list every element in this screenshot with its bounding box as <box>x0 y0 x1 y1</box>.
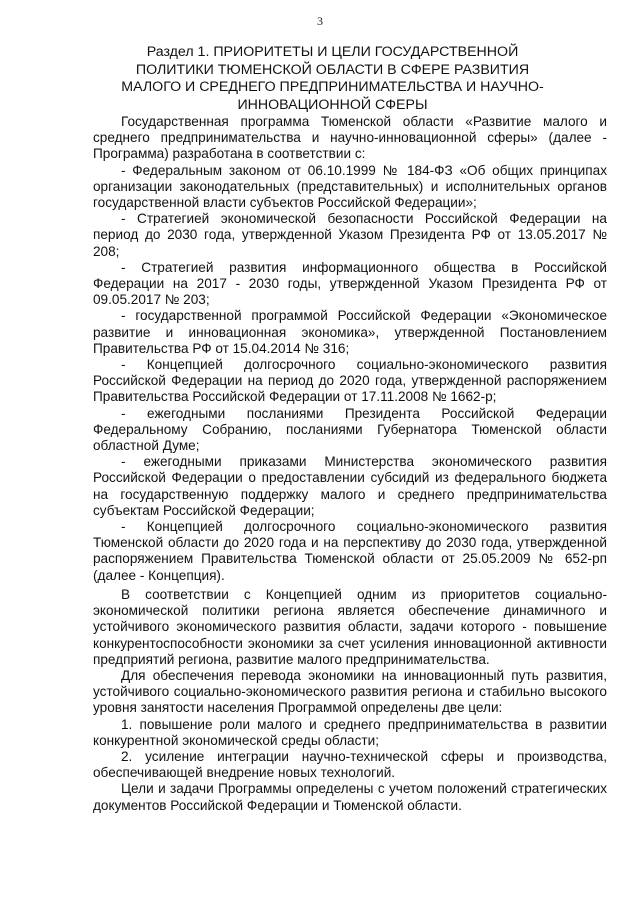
goal-item-2: 2. усиление интеграции научно-технической сферы и производства, обеспечивающей внедрение новых технологий. <box>93 748 607 781</box>
source-item-information-society-strategy: - Стратегией развития информационного общества в Российской Федерации на 2017 - 2030 годы, утвержденной Указом Президента РФ от 09.05.2017 № 203; <box>93 259 607 308</box>
section-title: ПРИОРИТЕТЫ И ЦЕЛИ ГОСУДАРСТВЕННОЙ ПОЛИТИКИ ТЮМЕНСКОЙ ОБЛАСТИ В СФЕРЕ РАЗВИТИЯ МАЛОГО И СРЕДНЕГО ПРЕДПРИНИМАТЕЛЬСТВА И НАУЧНО-ИННОВАЦИОННОЙ СФЕРЫ <box>121 44 544 113</box>
priority-paragraph: В соответствии с Концепцией одним из приоритетов социально-экономической политики региона является обеспечение динамичного и устойчивого экономического развития области, задачи которого - повышение конкурентоспособности экономики за счет усиления инновационной активности предприятий региона, развитие малого предпринимательства. <box>93 586 607 667</box>
source-item-security-strategy: - Стратегией экономической безопасности Российской Федерации на период до 2030 года, утвержденной Указом Президента РФ от 13.05.2017 № 208; <box>93 211 607 259</box>
page-number: 3 <box>317 14 323 28</box>
source-item-ministry-orders: - ежегодными приказами Министерства экономического развития Российской Федерации о предоставлении субсидий из федерального бюджета на государственную поддержку малого и среднего предпринимательства субъектам Российской Федерации; <box>93 454 607 518</box>
document-body <box>93 114 607 814</box>
source-item-federal-law: - Федеральным законом от 06.10.1999 № 184-ФЗ «Об общих принципах организации законодательных (представительных) и исполнительных органов государственной власти субъектов Российской Федерации»; <box>93 162 607 211</box>
goal-item-1: 1. повышение роли малого и среднего предпринимательства в развитии конкурентной экономической среды области; <box>93 716 607 748</box>
intro-paragraph: Государственная программа Тюменской области «Развитие малого и среднего предпринимательства и научно-инновационной сферы» (далее - Программа) разработана в соответствии с: <box>93 114 607 162</box>
source-item-addresses: - ежегодными посланиями Президента Российской Федерации Федеральному Собранию, посланиями Губернатора Тюменской области областной Думе; <box>93 405 607 454</box>
section-heading <box>110 44 555 114</box>
source-item-regional-concept: - Концепцией долгосрочного социально-экономического развития Тюменской области до 2020 года и на перспективу до 2030 года, утвержденной распоряжением Правительства Тюменской области от 25.05.2009 № 652-рп (далее - Концепция). <box>93 519 607 583</box>
closing-paragraph: Цели и задачи Программы определены с учетом положений стратегических документов Российской Федерации и Тюменской области. <box>93 781 607 813</box>
source-item-federal-concept: - Концепцией долгосрочного социально-экономического развития Российской Федерации на период до 2020 года, утвержденной распоряжением Правительства Российской Федерации от 17.11.2008 № 1662-р; <box>93 357 607 405</box>
section-label: Раздел 1. <box>146 44 210 60</box>
goals-intro-paragraph: Для обеспечения перевода экономики на инновационный путь развития, устойчивого социально-экономического развития региона и стабильно высокого уровня занятости населения Программой определены две цели: <box>93 667 607 716</box>
source-item-state-program: - государственной программой Российской Федерации «Экономическое развитие и инновационная экономика», утвержденной Постановлением Правительства РФ от 15.04.2014 № 316; <box>93 308 607 356</box>
